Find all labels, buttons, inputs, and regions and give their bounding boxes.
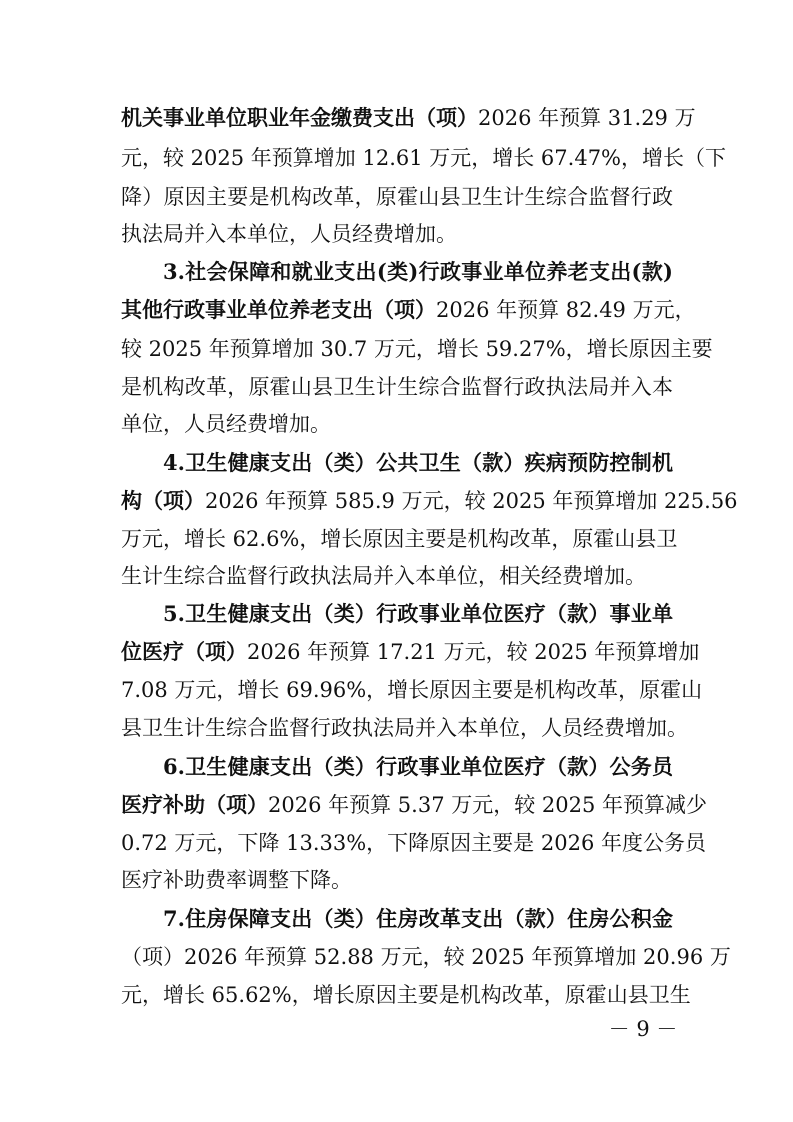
bold-heading-text: 其他行政事业单位养老支出（项） [121, 297, 436, 322]
bold-heading-text: 位医疗（项） [121, 639, 247, 664]
body-text: 生计生综合监督行政执法局并入本单位，相关经费增加。 [121, 564, 646, 588]
body-text: 执法局并入本单位，人员经费增加。 [121, 222, 457, 246]
paragraph-line [121, 139, 727, 177]
paragraph-line [121, 557, 673, 595]
paragraph-line [121, 368, 673, 406]
paragraph-line [121, 482, 738, 520]
paragraph-line [121, 824, 706, 862]
bold-heading-text: 构（项） [121, 488, 205, 513]
paragraph-line [121, 291, 696, 329]
bold-heading-text: 3.社会保障和就业支出(类)行政事业单位养老支出(款) [163, 259, 673, 284]
paragraph-line [121, 709, 688, 747]
body-text: 医疗补助费率调整下降。 [121, 868, 352, 892]
paragraph-line [121, 786, 708, 824]
bold-heading-text: 5.卫生健康支出（类）行政事业单位医疗（款）事业单 [163, 601, 673, 626]
bold-heading-text: 4.卫生健康支出（类）公共卫生（款）疾病预防控制机 [163, 450, 673, 475]
paragraph-line [163, 253, 673, 291]
bold-heading-text: 机关事业单位职业年金缴费支出（项） [121, 105, 478, 130]
body-text: 县卫生计生综合监督行政执法局并入本单位，人员经费增加。 [121, 716, 688, 740]
body-text: 万元，增长 62.6%，增长原因主要是机构改革，原霍山县卫 [121, 527, 678, 551]
paragraph-line [121, 520, 678, 558]
paragraph-line [163, 748, 673, 786]
body-text: 2026 年预算 17.21 万元，较 2025 年预算增加 [247, 640, 700, 664]
body-text: 是机构改革，原霍山县卫生计生综合监督行政执法局并入本 [121, 375, 673, 399]
body-text: 元，增长 65.62%，增长原因主要是机构改革，原霍山县卫生 [121, 983, 691, 1007]
body-text: 2026 年预算 31.29 万 [478, 106, 696, 130]
body-text: （项）2026 年预算 52.88 万元，较 2025 年预算增加 20.96 万 [121, 945, 731, 969]
bold-heading-text: 医疗补助（项） [121, 792, 268, 817]
paragraph-line [121, 330, 713, 368]
body-text: 2026 年预算 585.9 万元，较 2025 年预算增加 225.56 [205, 489, 738, 513]
page-number: － 9 － [608, 1017, 678, 1041]
paragraph-line [121, 178, 673, 216]
paragraph-line [163, 595, 673, 633]
body-text: 0.72 万元，下降 13.33%，下降原因主要是 2026 年度公务员 [121, 831, 706, 855]
body-text: 7.08 万元，增长 69.96%，增长原因主要是机构改革，原霍山 [121, 678, 703, 702]
body-text: 降）原因主要是机构改革，原霍山县卫生计生综合监督行政 [121, 185, 673, 209]
paragraph-line [121, 99, 696, 137]
paragraph-line [121, 861, 673, 899]
bold-heading-text: 7.住房保障支出（类）住房改革支出（款）住房公积金 [163, 906, 673, 931]
body-text: 元，较 2025 年预算增加 12.61 万元，增长 67.47%，增长（下 [121, 146, 727, 170]
paragraph-line [121, 215, 673, 253]
body-text: 2026 年预算 82.49 万元， [436, 298, 696, 322]
bold-heading-text: 6.卫生健康支出（类）行政事业单位医疗（款）公务员 [163, 754, 673, 779]
body-text: 单位，人员经费增加。 [121, 412, 331, 436]
paragraph-line [121, 976, 691, 1014]
body-text: 2026 年预算 5.37 万元，较 2025 年预算减少 [268, 793, 708, 817]
paragraph-line [163, 900, 673, 938]
paragraph-line [163, 444, 673, 482]
paragraph-line [121, 405, 673, 443]
paragraph-line [121, 633, 700, 671]
paragraph-line [121, 938, 731, 976]
paragraph-line [121, 671, 703, 709]
body-text: 较 2025 年预算增加 30.7 万元，增长 59.27%，增长原因主要 [121, 337, 713, 361]
